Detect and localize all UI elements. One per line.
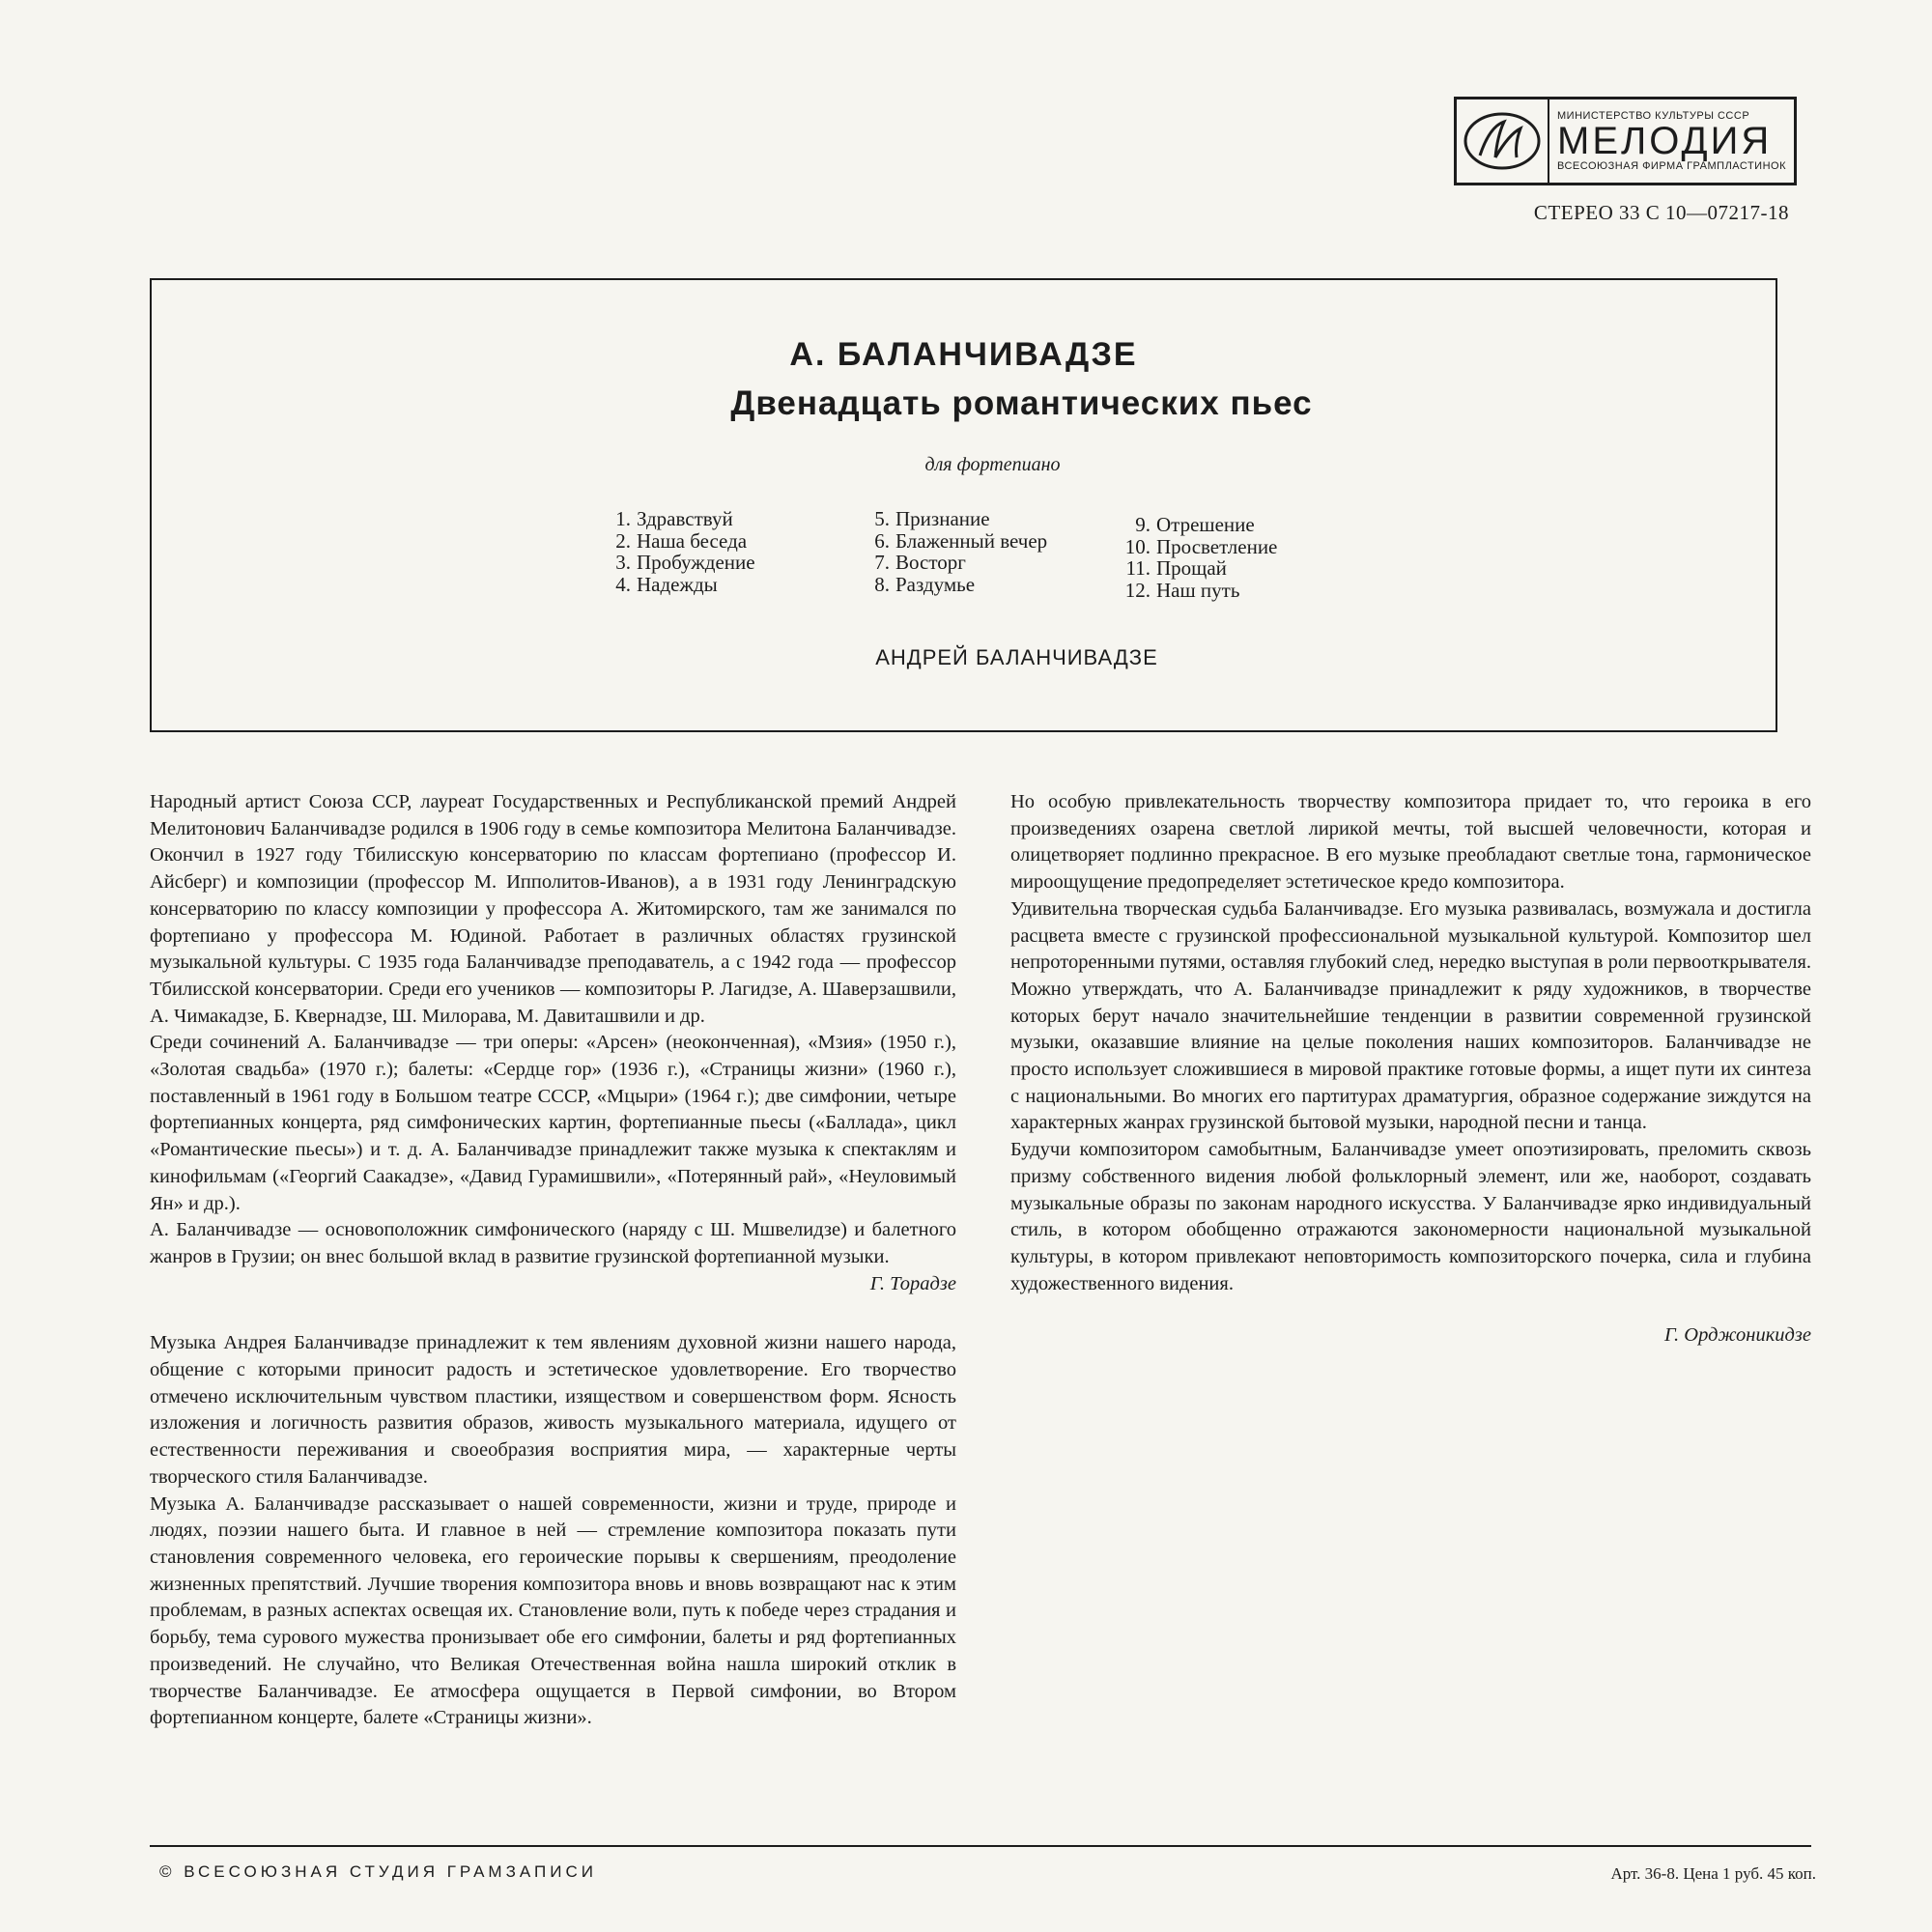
track-column-1 [606,508,755,595]
essay1-author: Г. Торадзе [869,1272,956,1294]
track-item: 9. Отрешение [1135,513,1255,536]
title-box [150,278,1777,732]
catalog-number: СТЕРЕО 33 С 10—07217-18 [1533,201,1789,224]
track-item: 3. Пробуждение [615,551,755,574]
track-item: 1. Здравствуй [615,507,733,530]
footer-divider [150,1845,1811,1847]
melodiya-logo [1454,97,1797,185]
essay2-paragraph: Музыка А. Баланчивадзе рассказывает о нашей современности, жизни и труде, природе и людях, поэзии нашего быта. И главное в ней — стремление композитора показать пути становления современного человека, его героические порывы к свершениям, преодоление жизненных препятствий. Лучшие творения композитора вновь и вновь возвращают нас к этим проблемам, в разных аспектах освещая их. Становление воли, путь к победе через страдания и борьбу, тема сурового мужества пронизывает обе его симфонии, балеты и ряд фортепианных произведений. Не случайно, что Великая Отечественная война нашла широкий отклик в творчестве Баланчивадзе. Ее атмосфера ощущается в Первой симфонии, во Втором фортепианном концерте, балете «Страницы жизни». [150,1492,956,1729]
track-column-2 [865,508,1047,595]
essay2-author: Г. Орджоникидзе [1663,1324,1811,1347]
copyright-notice: © ВСЕСОЮЗНАЯ СТУДИЯ ГРАМЗАПИСИ [159,1862,597,1881]
performer-name: АНДРЕЙ БАЛАНЧИВАДЗЕ [875,645,1158,669]
composer-name: А. БАЛАНЧИВАДЗЕ [789,336,1138,373]
essay2-paragraph: Удивительна творческая судьба Баланчивадзе. Его музыка развивалась, возмужала и достигла расцвета вместе с грузинской профессиональной музыкальной культурой. Композитор шел непроторенными путями, оставляя глубокий след, нередко выступая в роли первооткрывателя. Можно утверждать, что А. Баланчивадзе принадлежит к ряду художников, в творчестве которых берут начало значительнейшие тенденции в развитии современной грузинской музыки, оказавшие влияние на целые поколения наших композиторов. Баланчивадзе не просто использует сложившиеся в мировой практике готовые формы, а ищет пути их синтеза с национальными. Во многих его партитурах драматургия, образное содержание зиждутся на характерных жанрах грузинской бытовой музыки, народной песни и танца. [1010,897,1811,1134]
essay2-paragraph: Музыка Андрея Баланчивадзе принадлежит к тем явлениям духовной жизни нашего народа, общение с которыми приносит радость и эстетическое удовлетворение. Его творчество отмечено исключительным чувством пластики, изяществом и совершенством форм. Ясность изложения и логичность развития образов, живость музыкального материала, идущего от естественности переживания и своеобразия восприятия мира, — характерные черты творческого стиля Баланчивадзе. [150,1332,956,1488]
track-item: 11. Прощай [1125,556,1227,580]
essay1-paragraph: Среди сочинений А. Баланчивадзе — три оперы: «Арсен» (неоконченная), «Мзия» (1950 г.), «Золотая свадьба» (1970 г.); балеты: «Сердце гор» (1936 г.), «Страницы жизни» (1960 г.), поставленный в 1961 году в Большом театре СССР, «Мцыри» (1964 г.); две симфонии, четыре фортепианных концерта, ряд симфонических картин, фортепианные пьесы («Баллада», цикл «Романтические пьесы») и т. д. А. Баланчивадзе принадлежит также музыка к спектаклям и кинофильмам («Георгий Саакадзе», «Давид Гурамишвили», «Потерянный рай», «Неуловимый Ян» и др.). [150,1032,956,1214]
label-firm: ВСЕСОЮЗНАЯ ФИРМА ГРАМПЛАСТИНОК [1557,160,1786,172]
price-info: Арт. 36-8. Цена 1 руб. 45 коп. [1610,1864,1816,1883]
right-text-column [1010,789,1811,1350]
work-title: Двенадцать романтических пьес [730,384,1313,422]
melodiya-emblem-icon [1457,99,1549,183]
essay1-paragraph: Народный артист Союза ССР, лауреат Государственных и Республиканской премий Андрей Мелитонович Баланчивадзе родился в 1906 году в семье композитора Мелитона Баланчивадзе. Окончил в 1927 году Тбилисскую консерваторию по классам фортепиано (профессор И. Айсберг) и композиции (профессор М. Ипполитов-Иванов), а в 1931 году Ленинградскую консерваторию по классу композиции у профессора А. Житомирского, там же занимался по фортепиано у профессора М. Юдиной. Работает в различных областях грузинской музыкальной культуры. С 1935 года Баланчивадзе преподаватель, а с 1942 года — профессор Тбилисской консерватории. Среди его учеников — композиторы Р. Лагидзе, А. Шаверзашвили, А. Чимакадзе, Б. Квернадзе, Ш. Милорава, М. Давиташвили и др. [150,791,956,1027]
essay2-paragraph: Но особую привлекательность творчеству композитора придает то, что героика в его произведениях озарена светлой лирикой мечты, той высшей человечности, которая и олицетворяет подлинно прекрасное. В его музыке преобладают светлые тона, гармоническое мироощущение предопределяет эстетическое кредо композитора. [1010,791,1811,894]
essay2-paragraph: Будучи композитором самобытным, Баланчивадзе умеет опоэтизировать, преломить сквозь призму собственного видения любой фольклорный элемент, или же, наоборот, создавать музыкальные образы по законам народного искусства. У Баланчивадзе ярко индивидуальный стиль, в котором обобщенно отражаются закономерности национальной музыкальной культуры, в котором привлекают неповторимость композиторского почерка, сила и глубина художественного видения. [1010,1139,1811,1294]
track-item: 12. Наш путь [1124,578,1240,602]
track-item: 6. Блаженный вечер [874,528,1048,553]
label-brand: МЕЛОДИЯ [1557,120,1773,162]
track-item: 8. Раздумье [874,572,976,596]
track-item: 7. Восторг [874,551,966,574]
track-item: 10. Просветление [1124,534,1278,558]
track-item: 2. Наша беседа [615,528,748,553]
essay1-paragraph: А. Баланчивадзе — основоположник симфонического (наряду с Ш. Мшвелидзе) и балетного жанров в Грузии; он внес большой вклад в развитие грузинской фортепианной музыки. [150,1219,956,1267]
track-column-3 [1118,514,1277,601]
instrument-line: для фортепиано [924,454,1061,475]
label-ministry: МИНИСТЕРСТВО КУЛЬТУРЫ СССР [1557,110,1750,122]
track-item: 4. Надежды [615,572,718,596]
left-text-column [150,789,956,1732]
track-item: 5. Признание [874,507,990,530]
